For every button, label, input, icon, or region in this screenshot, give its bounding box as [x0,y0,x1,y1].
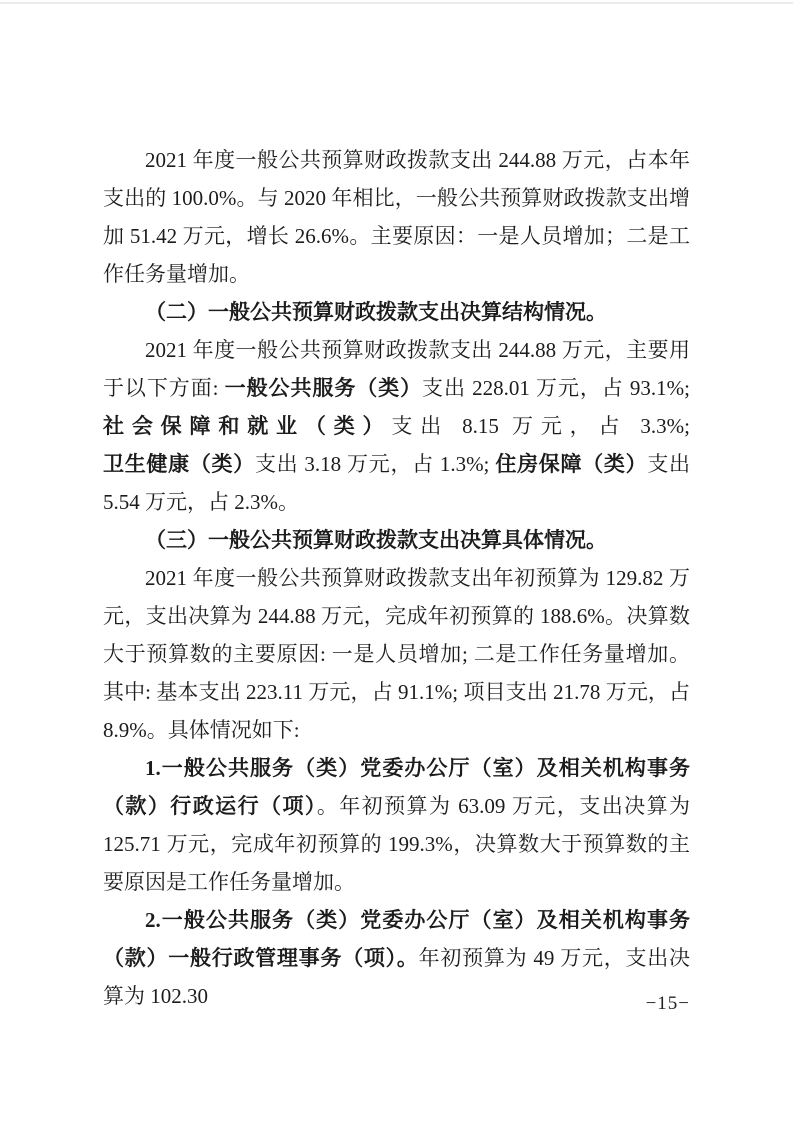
page-number: −15− [645,993,690,1014]
text-run: 年初预算为 49 万元，支出决算为 102.30 [103,946,691,1008]
text-run: 。年初预算为 63.09 万元，支出决算为 125.71 万元，完成年初预算的 199.3%，决算数大于预算数的主要原因是工作任务量增加。 [103,794,691,894]
text-run-bold: （二）一般公共预算财政拨款支出决算结构情况。 [145,300,607,324]
text-run-bold: 住房保障（类） [495,452,648,476]
para-detail-overview [103,559,690,749]
text-run: 2021 年度一般公共预算财政拨款支出 244.88 万元，主要用于以下方面: [103,338,690,400]
page-footer [646,992,690,1016]
heading-section-3 [103,521,690,559]
text-run-bold: 卫生健康（类） [103,452,255,476]
text-run-bold: 1.一般公共服务（类）党委办公厅（室）及相关机构事务（款）行政运行（项） [103,756,690,818]
para-item-2 [103,901,690,1015]
scan-edge-line [0,2,793,4]
text-run-bold: （三）一般公共预算财政拨款支出决算具体情况。 [145,528,607,552]
text-run-bold: 一般公共服务（类） [224,376,423,400]
text-run-bold: 社会保障和就业（类） [103,414,392,438]
text-run: 支出 3.18 万元，占 1.3%; [254,452,496,476]
para-item-1 [103,749,690,901]
para-expenditure-overview [103,141,690,293]
text-run: 支出 8.15 万元，占 3.3%; [391,414,691,438]
document-body [103,141,690,1015]
text-run: 2021 年度一般公共预算财政拨款支出年初预算为 129.82 万元，支出决算为 244.88 万元，完成年初预算的 188.6%。决算数大于预算数的主要原因: 一是人员增加; 二是工作任务量增加。其中: 基本支出 223.11 万元，占 91.1%; 项目支出 21.78 万元，占 8.9%。具体情况如下: [103,566,690,742]
para-expenditure-structure [103,331,690,521]
text-run: 2021 年度一般公共预算财政拨款支出 244.88 万元，占本年支出的 100.0%。与 2020 年相比，一般公共预算财政拨款支出增加 51.42 万元，增长 26.6%。主要原因：一是人员增加；二是工作任务量增加。 [103,148,690,286]
text-run: 支出 228.01 万元，占 93.1%; [422,376,690,400]
text-run: 支出 5.54 万元，占 2.3%。 [103,452,691,514]
heading-section-2 [103,293,690,331]
text-run-bold: 2.一般公共服务（类）党委办公厅（室）及相关机构事务（款）一般行政管理事务（项）。 [103,908,690,970]
